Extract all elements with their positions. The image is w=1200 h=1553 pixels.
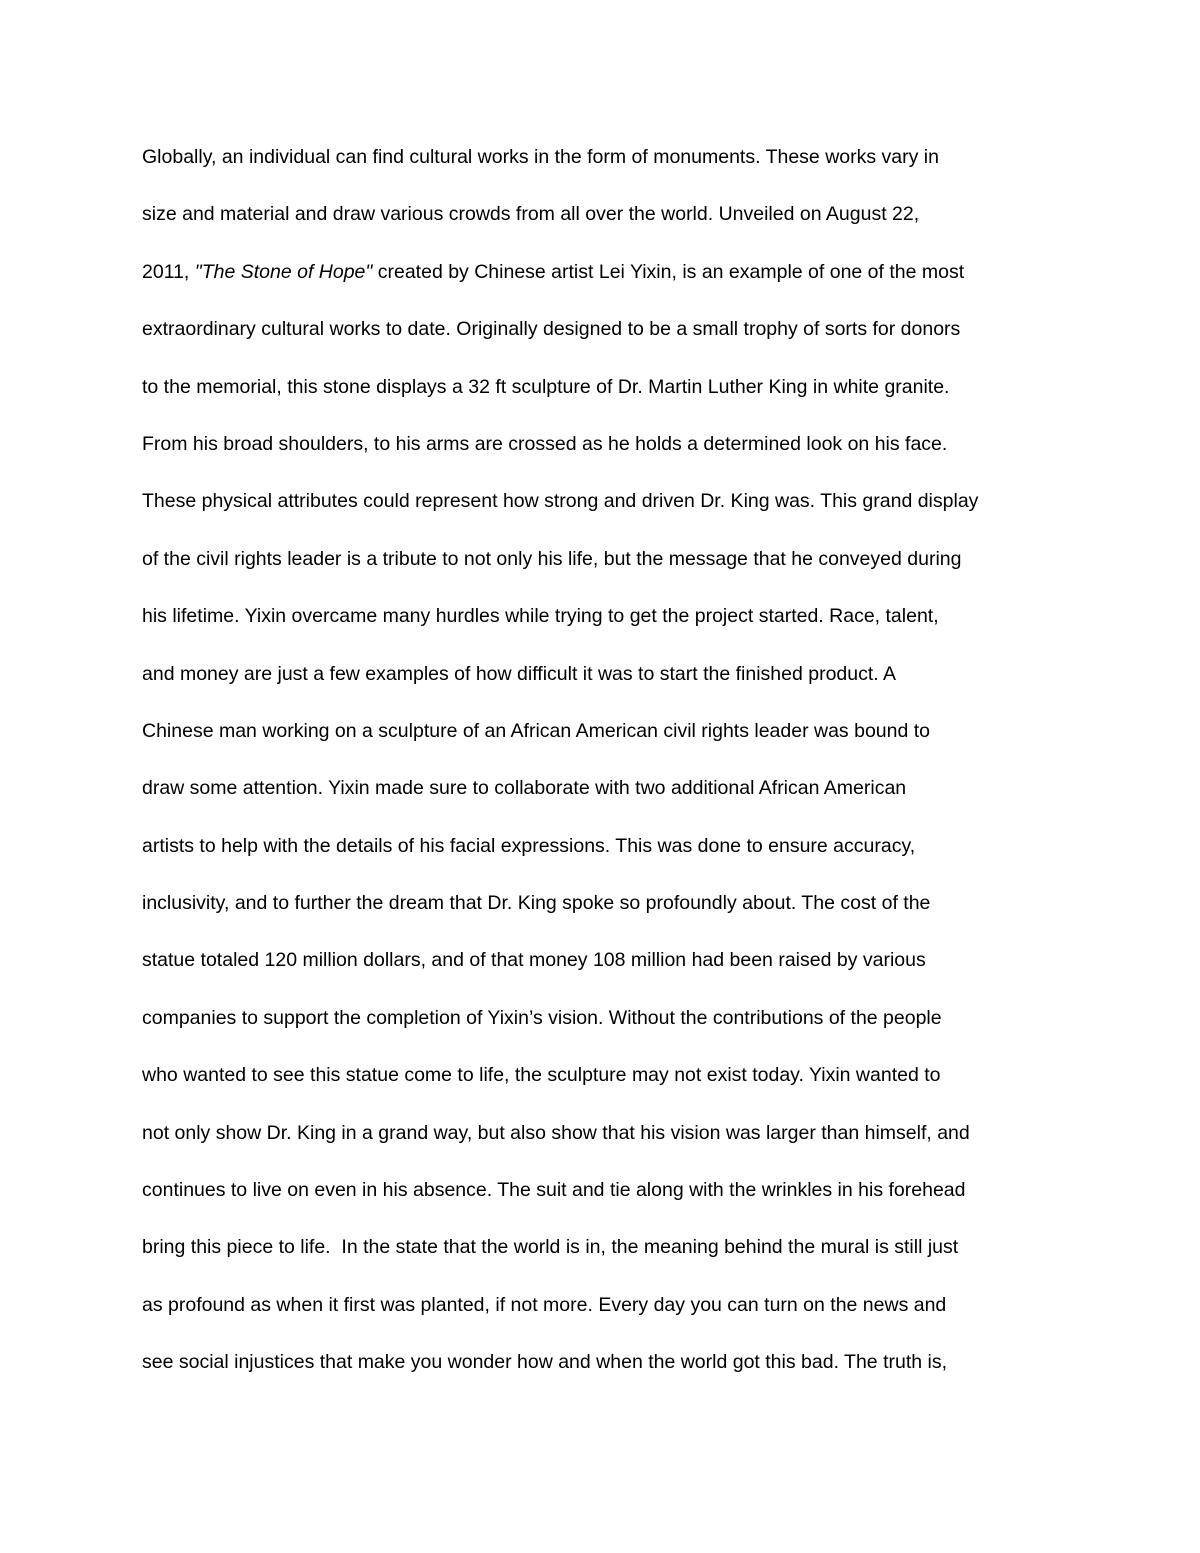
line-text: extraordinary cultural works to date. Originally designed to be a small trophy of sorts for donors [142, 318, 961, 341]
text-line-6 [142, 427, 1072, 484]
text-line-19 [142, 1173, 1072, 1230]
text-line-8 [142, 542, 1072, 599]
line-text: continues to live on even in his absence. The suit and tie along with the wrinkles in his forehead [142, 1179, 966, 1202]
text-line-7 [142, 484, 1072, 541]
text-line-20 [142, 1230, 1072, 1287]
text-line-10 [142, 657, 1072, 714]
line-text: created by Chinese artist Lei Yixin, is an example of one of the most [372, 260, 965, 283]
text-line-17 [142, 1058, 1072, 1115]
text-line-3 [142, 255, 1072, 312]
line-text: Chinese man working on a sculpture of an African American civil rights leader was bound to [142, 719, 930, 742]
line-text: statue totaled 120 million dollars, and of that money 108 million had been raised by various [142, 949, 926, 972]
line-text: not only show Dr. King in a grand way, but also show that his vision was larger than himself, and [142, 1121, 970, 1144]
line-text: 2011, [142, 260, 195, 283]
text-line-5 [142, 370, 1072, 427]
text-line-18 [142, 1116, 1072, 1173]
line-text: Globally, an individual can find cultural works in the form of monuments. These works vary in [142, 146, 939, 168]
text-line-12 [142, 771, 1072, 828]
line-text: companies to support the completion of Yixin’s vision. Without the contributions of the people [142, 1006, 942, 1029]
text-line-2 [142, 197, 1072, 254]
line-text: From his broad shoulders, to his arms are crossed as he holds a determined look on his face. [142, 432, 948, 455]
line-text: his lifetime. Yixin overcame many hurdles while trying to get the project started. Race, talent, [142, 605, 939, 628]
text-line-14 [142, 886, 1072, 943]
line-text: to the memorial, this stone displays a 32 ft sculpture of Dr. Martin Luther King in white granite. [142, 375, 950, 398]
artwork-title: "The Stone of Hope" [194, 260, 373, 283]
text-line-1 [142, 140, 1072, 197]
text-line-11 [142, 714, 1072, 771]
line-text: These physical attributes could represent how strong and driven Dr. King was. This grand display [142, 490, 979, 513]
text-line-22 [142, 1345, 1072, 1402]
essay-paragraph [142, 140, 1072, 1403]
text-line-15 [142, 943, 1072, 1000]
line-text: artists to help with the details of his facial expressions. This was done to ensure accuracy, [142, 834, 916, 857]
line-text: who wanted to see this statue come to life, the sculpture may not exist today. Yixin wanted to [142, 1064, 941, 1087]
text-line-16 [142, 1001, 1072, 1058]
text-line-9 [142, 599, 1072, 656]
line-text: and money are just a few examples of how difficult it was to start the finished product. A [142, 662, 897, 685]
line-text: as profound as when it first was planted, if not more. Every day you can turn on the news and [142, 1293, 947, 1316]
text-line-21 [142, 1288, 1072, 1345]
line-text: bring this piece to life. In the state that the world is in, the meaning behind the mural is still just [142, 1236, 959, 1259]
line-text: size and material and draw various crowds from all over the world. Unveiled on August 22, [142, 203, 920, 226]
text-line-4 [142, 312, 1072, 369]
text-line-13 [142, 829, 1072, 886]
line-text: of the civil rights leader is a tribute to not only his life, but the message that he conveyed during [142, 547, 962, 570]
line-text: inclusivity, and to further the dream that Dr. King spoke so profoundly about. The cost of the [142, 892, 931, 915]
line-text: see social injustices that make you wonder how and when the world got this bad. The truth is, [142, 1351, 948, 1374]
line-text: draw some attention. Yixin made sure to collaborate with two additional African American [142, 777, 907, 800]
